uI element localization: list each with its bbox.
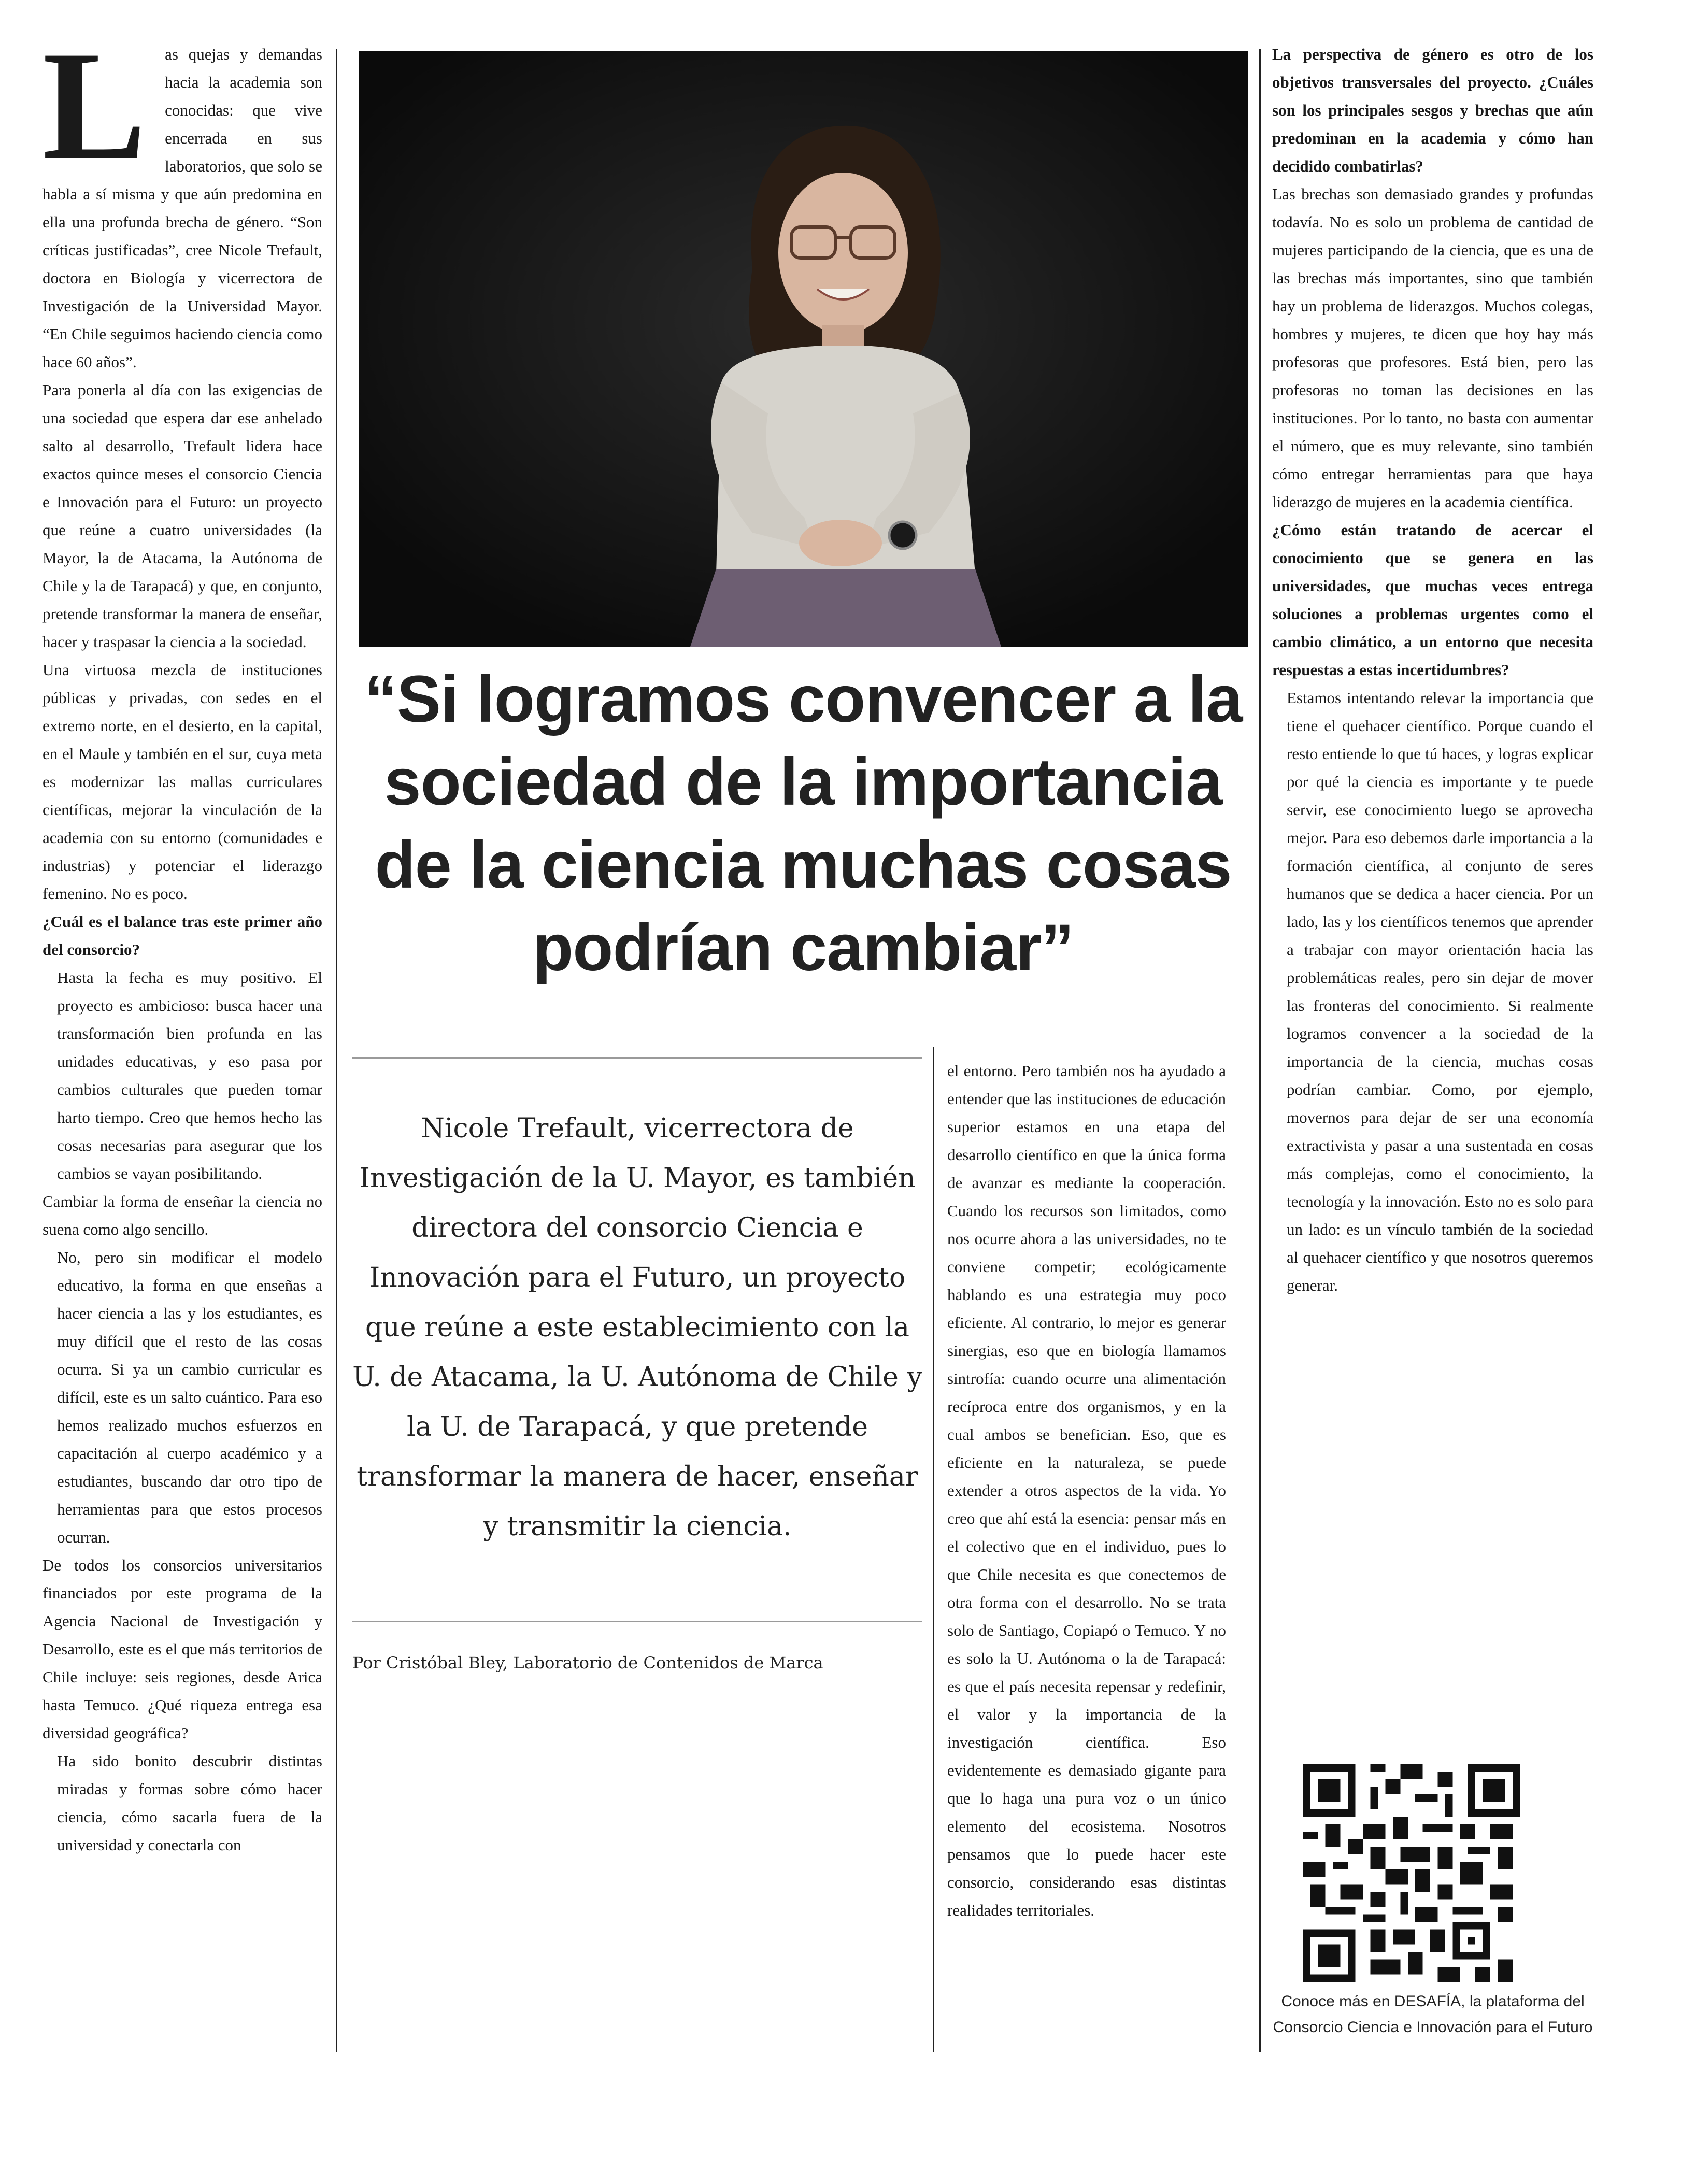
left-column-paragraphs: [42, 19, 322, 1859]
portrait-illustration: [359, 51, 1248, 647]
summary-rule-bottom: [352, 1621, 922, 1622]
body-paragraph: Estamos intentando relevar la importancia que tiene el quehacer científico. Porque cuando el resto entiende lo que tú haces, y logras explicar por qué la ciencia es importante y te puede servir, ese conocimiento luego se aprovecha mejor. Para eso debemos darle importancia a la formación científica, al conjunto de seres humanos que se dedica a hacer ciencia. Por un lado, las y los científicos tenemos que aprender a trabajar con mayor orientación hacia las problemáticas reales, pero sin dejar de mover las fronteras del conocimiento. Si realmente logramos convencer a la sociedad de la importancia de la ciencia, muchas cosas podrían cambiar. Como, por ejemplo, movernos para dejar de ser una economía extractivista y pasar a una sustentada en cosas más complejas, como el conocimiento, la tecnología y la innovación. Esto no es solo para un lado: es un vínculo también de la sociedad al quehacer científico y que nosotros queremos generar.: [1287, 689, 1593, 1294]
middle-column: [947, 1057, 1226, 1924]
qr-code-icon[interactable]: [1303, 1764, 1520, 1982]
qr-caption: Conoce más en DESAFÍA, la plataforma del Consorcio Ciencia e Innovación para el Futuro: [1273, 1993, 1593, 2036]
column-divider-middle: [933, 1047, 934, 2052]
column-divider-left: [336, 49, 337, 2052]
interview-question: ¿Cómo están tratando de acercar el conocimiento que se genera en las universidades, que muchas veces entrega soluciones a problemas urgentes como el cambio climático, a un entorno que necesita respuestas a estas incertidumbres?: [1272, 521, 1593, 679]
body-paragraph: Para ponerla al día con las exigencias de una sociedad que espera dar ese anhelado salto al desarrollo, Trefault lidera hace exactos quince meses el consorcio Ciencia e Innovación para el Futuro: un proyecto que reúne a cuatro universidades (la Mayor, la de Atacama, la Autónoma de Chile y la de Tarapacá) y que, en conjunto, pretende transformar la manera de enseñar, hacer y traspasar la ciencia a la sociedad.: [42, 381, 322, 651]
portrait-photo: [359, 51, 1248, 647]
column-divider-right: [1259, 49, 1261, 2052]
body-paragraph: Una virtuosa mezcla de instituciones públicas y privadas, con sedes en el extremo norte, en el desierto, en la capital, en el Maule y también en el sur, cuya meta es modernizar las mallas curriculares científicas, mejorar la vinculación de la academia con su entorno (comunidades e industrias) y potenciar el liderazgo femenino. No es poco.: [42, 661, 322, 903]
article-summary: Nicole Trefault, vicerrectora de Investigación de la U. Mayor, es también directora del consorcio Ciencia e Innovación para el Futuro, un proyecto que reúne a este establecimiento con la U. de Atacama, la U. Autónoma de Chile y la U. de Tarapacá, y que pretende transformar la manera de hacer, enseñar y transmitir la ciencia.: [352, 1113, 922, 1542]
summary-rule-top: [352, 1057, 922, 1059]
body-paragraph: Hasta la fecha es muy positivo. El proyecto es ambicioso: busca hacer una transformación bien profunda en las unidades educativas, y eso pasa por cambios culturales que pueden tomar harto tiempo. Creo que hemos hecho las cosas necesarias para asegurar que los cambios se vayan posibilitando.: [57, 968, 322, 1182]
interview-question: Cambiar la forma de enseñar la ciencia no suena como algo sencillo.: [42, 1192, 322, 1238]
interview-question: La perspectiva de género es otro de los objetivos transversales del proyecto. ¿Cuáles son los principales sesgos y brechas que aún predominan en la academia y cómo han decidido combatirlas?: [1272, 45, 1593, 175]
middle-column-paragraphs: [947, 1057, 1226, 1924]
body-paragraph: el entorno. Pero también nos ha ayudado a entender que las instituciones de educación superior estamos en una etapa del desarrollo científico en que la única forma de avanzar es mediante la cooperación. Cuando los recursos son limitados, como nos ocurre ahora a las universidades, no te conviene competir; ecológicamente hablando es una estrategia muy poco eficiente. Al contrario, lo mejor es generar sinergias, eso que en biología llamamos sintrofía: cuando ocurre una alimentación recíproca entre dos organismos, y en la cual ambos se benefician. Eso, que es eficiente en la naturaleza, se puede extender a otros aspectos de la vida. Yo creo que ahí está la esencia: pensar más en el colectivo que en el individuo, pues lo que Chile necesita es que conectemos de otra forma con el desarrollo. No se trata solo de Santiago, Copiapó o Temuco. Y no es solo la U. Autónoma o la de Tarapacá: es que el país necesita repensar y redefinir, el valor y la importancia de la investigación científica. Eso evidentemente es demasiado gigante para que lo haga una pura voz o un único elemento del ecosistema. Nosotros pensamos que lo puede hacer este consorcio, considerando esas distintas realidades territoriales.: [947, 1062, 1226, 1919]
interview-question: De todos los consorcios universitarios financiados por este programa de la Agencia Nacional de Investigación y Desarrollo, este es el que más territorios de Chile incluye: seis regiones, desde Arica hasta Temuco. ¿Qué riqueza entrega esa diversidad geográfica?: [42, 1556, 322, 1742]
body-paragraph: No, pero sin modificar el modelo educativo, la forma en que enseñas a hacer ciencia a las y los estudiantes, es muy difícil que el resto de las cosas ocurra. Si ya un cambio curricular es difícil, este es un salto cuántico. Para eso hemos realizado muchos esfuerzos en capacitación al cuerpo académico y a estudiantes, buscando dar otro tipo de herramientas para que estos procesos ocurran.: [57, 1248, 322, 1546]
body-paragraph: Ha sido bonito descubrir distintas miradas y formas sobre cómo hacer ciencia, cómo sacarla fuera de la universidad y conectarla con: [57, 1752, 322, 1854]
interview-question: ¿Cuál es el balance tras este primer año del consorcio?: [42, 912, 322, 959]
right-column: [1272, 40, 1593, 1300]
headline-quote: “Si logramos convencer a la sociedad de la importancia de la ciencia muchas cosas podrían cambiar”: [364, 662, 1243, 985]
body-paragraph: as quejas y demandas hacia la academia son conocidas: que vive encerrada en sus laboratorios, que solo se habla a sí misma y que aún predomina en ella una profunda brecha de género. “Son críticas justificadas”, cree Nicole Trefault, doctora en Biología y vicerrectora de Investigación de la Universidad Mayor. “En Chile seguimos haciendo ciencia como hace 60 años”.: [42, 45, 322, 371]
drop-cap: L: [42, 19, 147, 191]
body-paragraph: Las brechas son demasiado grandes y profundas todavía. No es solo un problema de cantidad de mujeres participando de la ciencia, que es una de las brechas más importantes, sino que también hay un problema de liderazgos. Muchos colegas, hombres y mujeres, te dicen que hoy hay más profesoras que profesores. Está bien, pero las profesoras no toman las decisiones en las instituciones. Por lo tanto, no basta con aumentar el número, que es muy relevante, sino también cómo entregar herramientas para que haya liderazgo de mujeres en la academia científica.: [1272, 185, 1593, 511]
byline: Por Cristóbal Bley, Laboratorio de Contenidos de Marca: [352, 1653, 823, 1673]
left-column: [42, 19, 322, 1859]
right-column-paragraphs: [1272, 40, 1593, 1300]
